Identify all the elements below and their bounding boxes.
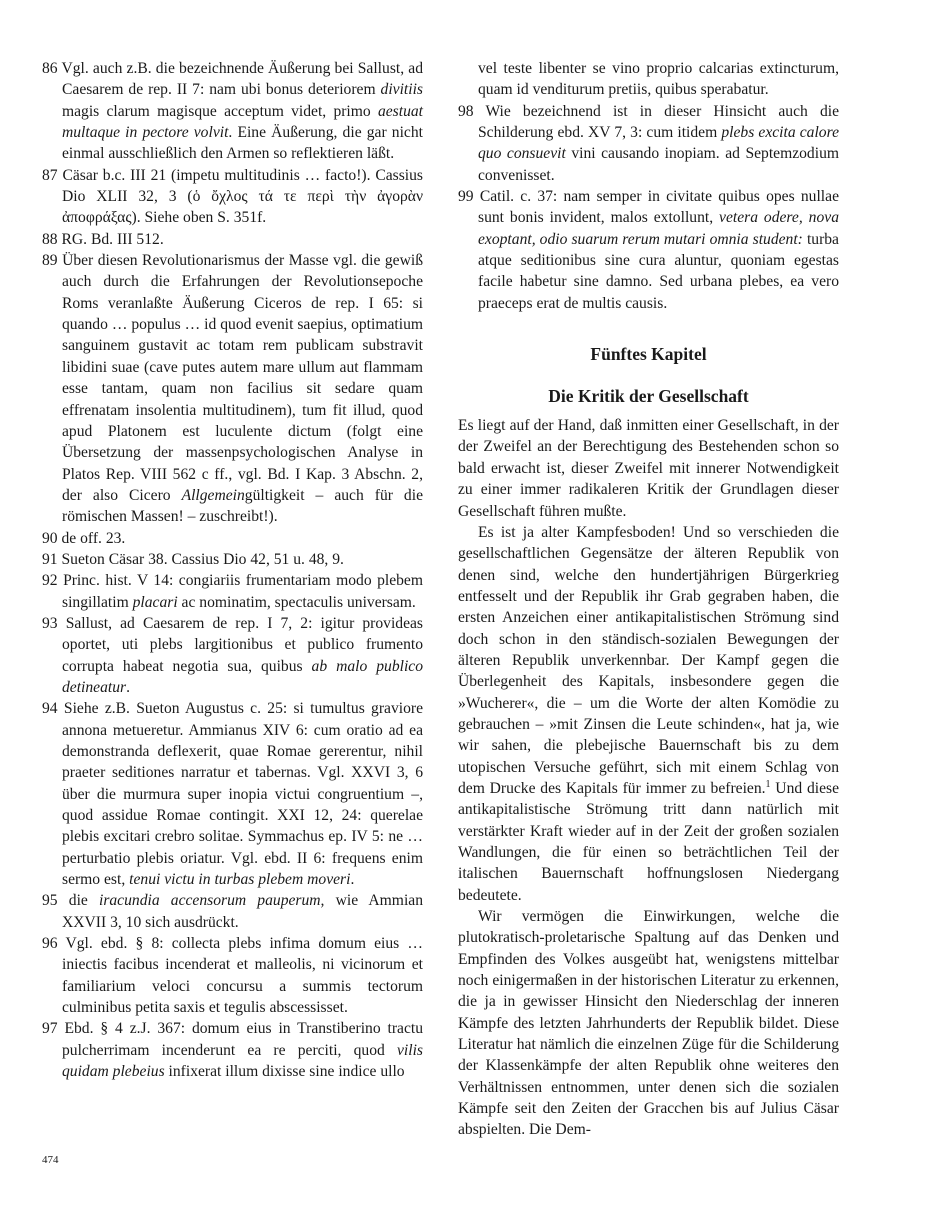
text-run: vini causando inopiam. ad Septemzodium convenisset. [478,145,839,184]
text-run: Wir vermögen die Einwirkungen, welche die plutokratisch-proletarische Spaltung auf das Denken und Empfinden des Volkes ausgeübt hat, wenigstens mittelbar noch einigermaßen in der historischen Literatur zu erkennen, die ja in gewisser Hinsicht den Niederschlag der inneren Kämpfe des letzten Jahrhunderts der Republik bildet. Diese Literatur hat nämlich die einzelnen Züge für die Schilderung der Klassenkämpfe der alten Republik ohne weiteres den Verhältnissen entnommen, unter denen sich die sozialen Kämpfe seit den Zeiten der Gracchen bis auf Julius Cäsar abspielten. Die Dem- [458,908,839,1139]
footnote-99 [458,186,839,314]
text-run: . [126,678,131,696]
text-run: turba atque seditionibus sine cura aluntur, quoniam egestas facile habetur sine damno. Sed urbana plebes, ea vero praeceps erat de multis causis. [478,230,839,312]
footnote-98 [458,101,839,186]
text-run: magis clarum magisque acceptum videt, primo [62,102,378,120]
text-run: Wie bezeichnend ist in dieser Hinsicht auch die Schilderung ebd. XV 7, 3: cum itidem [478,102,839,142]
italic-text: tenui victu in turbas plebem moveri [129,871,351,889]
footnotes-left-column [42,58,423,1083]
text-run: Sueton Cäsar 38. Cassius Dio 42, 51 u. 48, 9. [61,550,344,568]
body-paragraph [458,906,839,1141]
text-run: infixerat illum dixisse sine indice ullo [164,1063,405,1081]
text-run: . Eine Äußerung, die gar nicht einmal ausschließlich den Armen so reflektieren läßt. [62,124,423,163]
footnote-92 [42,570,423,613]
footnote-ref: 1 [765,778,771,790]
footnote-number: 90 [42,529,58,547]
chapter-title: Die Kritik der Gesellschaft [548,386,749,407]
footnote-89 [42,250,423,527]
text-run: wie Ammian XXVII 3, 10 sich ausdrückt. [62,892,423,931]
body-paragraph [458,522,839,906]
body-text [458,415,839,1141]
footnote-number: 86 [42,60,58,77]
footnote-number: 96 [42,935,58,953]
text-run: . [350,871,355,889]
italic-text: aestuat multaque in pectore volvit [62,102,423,142]
footnote-number: 99 [458,188,474,206]
italic-text: Allgemein [181,486,245,504]
footnote-86 [42,58,423,165]
italic-text: placari [132,593,178,611]
text-run: gültigkeit – auch für die römischen Massen! – zuschreibt!). [62,486,423,526]
footnote-number: 93 [42,614,58,632]
text-run: Ebd. § 4 z.J. 367: domum eius in Transtiberino tractu pulcherrimam incenderunt ea re perciti, quod [62,1020,423,1059]
footnote-number: 97 [42,1020,58,1038]
footnote-94 [42,698,423,890]
footnote-93 [42,613,423,698]
footnote-number: 95 [42,892,58,910]
text-run: Und diese antikapitalistische Strömung tritt dann natürlich mit verstärkter Kraft wieder auf in der Zeit der großen sozialen Wandlungen, die für einen so beträchtlichen Teil der italischen Bauernschaft hoffnungslosen Niedergang bedeutete. [458,779,839,904]
text-run: Vgl. auch z.B. die bezeichnende Äußerung bei Sallust, ad Caesarem de rep. II 7: nam ubi bonus deteriorem [61,60,423,99]
footnote-87 [42,165,423,229]
footnote-88 [42,229,423,250]
page-number: 474 [42,1154,59,1166]
text-run: Cäsar b.c. III 21 (impetu multitudinis … facto!). Cassius Dio XLII 32, 3 (ὁ ὄχλος τά τε περὶ τὴν ἀγορὰν ἀποφράξας). Siehe oben S. 351f. [62,166,423,227]
footnote-number: 91 [42,550,58,568]
footnote-97 [42,1018,423,1082]
text-run: Princ. hist. V 14: congiariis frumentariam modo plebem singillatim [62,572,423,611]
right-column [458,58,839,1141]
footnote-96 [42,933,423,1018]
footnote-90 [42,528,423,549]
footnote-95 [42,890,423,933]
text-run: ac nominatim, spectaculis universam. [177,593,416,611]
italic-text: vetera odere, nova exoptant, odio suarum rerum mutari omnia student: [478,209,839,248]
text-run: die [68,892,99,910]
chapter-label: Fünftes Kapitel [590,344,707,365]
text-run: de off. 23. [61,529,126,547]
italic-text: vilis quidam plebeius [62,1041,423,1081]
footnote-number: 88 [42,230,58,248]
text-run: Sallust, ad Caesarem de rep. I 7, 2: igitur provideas oportet, uti plebs largitionibus et publico frumento corrupta habeat negotia sua, quibus [62,614,423,675]
text-run: Vgl. ebd. § 8: collecta plebs infima domum eius … iniectis facibus incenderat et malleolis, ni vicinorum et familiarium veloci concursu a summis tectorum culminibus petita saxis et tegulis abscessisset. [62,935,423,1017]
italic-text: plebs excita calore quo consuevit [478,124,839,163]
footnote-number: 94 [42,700,58,718]
italic-text: divitiis [380,81,423,99]
text-run: Siehe z.B. Sueton Augustus c. 25: si tumultus graviore annona metueretur. Ammianus XIV 6: cum oratio ad ea demonstranda deflexerit, quae Romae gererentur, nihil praeter seditiones narratur et tabernas. Vgl. XXVI 3, 6 über die murmura super inopia victui congruentium –, quod assidue Romae contingit. XXI 12, 24: querelae plebis excitari crebro solitae. Symmachus ep. IV 5: ne … perturbatio plebis oriatur. Vgl. ebd. II 6: frequens enim sermo est, [62,700,423,889]
text-run: Es liegt auf der Hand, daß inmitten einer Gesellschaft, in der der Zweifel an der Berechtigung des Bestehenden schon so bald erwacht ist, dieser Zweifel mit innerer Notwendigkeit zu einer immer radikaleren Kritik der Grundlagen dieser Gesellschaft führen mußte. [458,417,839,520]
footnote-number: 92 [42,572,58,590]
footnote-number: 98 [458,102,474,120]
footnote-number: 87 [42,166,58,184]
italic-text: ab malo publico detineatur [62,657,423,696]
text-run: Catil. c. 37: nam semper in civitate quibus opes nullae sunt bonis invident, malos extollunt, [478,188,839,227]
text-run: Es ist ja alter Kampfesboden! Und so verschieden die gesellschaftlichen Gegensätze der älteren Republik von denen sind, welche den hundertjährigen Bürgerkrieg entfesselt und der Republik ihr Grab gegraben haben, die ersten Anzeichen einer antikapitalistischen Strömung sind doch schon in den ständisch-sozialen Bewegungen der älteren Republik unverkennbar. Der Kampf gegen die Überlegenheit des Kapitals, insbesondere gegen die »Wucherer«, die – um die Worte der alten Komödie zu gebrauchen – »mit Zinsen die Leute schinden«, hat ja, wie wir sahen, die plebejische Bauernschaft bis zu dem utopischen Versuche geführt, sich mit einem Schlag von dem Drucke des Kapitals für immer zu befreien. [458,523,839,797]
italic-text: iracundia accensorum pauperum, [98,892,325,910]
footnote-number: 89 [42,252,58,270]
footnote-91 [42,549,423,570]
body-paragraph [458,415,839,522]
footnote-97-continuation: vel teste libenter se vino proprio calcarias extincturum, quam id venditurum pretiis, quibus sperabatur. [478,60,839,99]
footnotes-right [458,101,839,314]
text-run: RG. Bd. III 512. [61,230,164,248]
text-run: Über diesen Revolutionarismus der Masse vgl. die gewiß auch durch die Erfahrungen der Revolutionsepoche Roms veranlaßte Äußerung Ciceros de rep. I 65: si quando … populus … id quod evenit saepius, optimatium sanguinem gustavit ac totam rem publicam substravit libidini suae (cave putes autem mare ullum aut flammam esse tantam, quam non facilius sit sedare quam effrenatam insolentia multitudinem), tum fit illud, quod apud Platonem est luculente dictum (folgt eine Übersetzung der massenpsychologischen Analyse in Platos Rep. VIII 562 c ff., vgl. Bd. I Kap. 3 Abschn. 2, der also Cicero [62,252,423,504]
